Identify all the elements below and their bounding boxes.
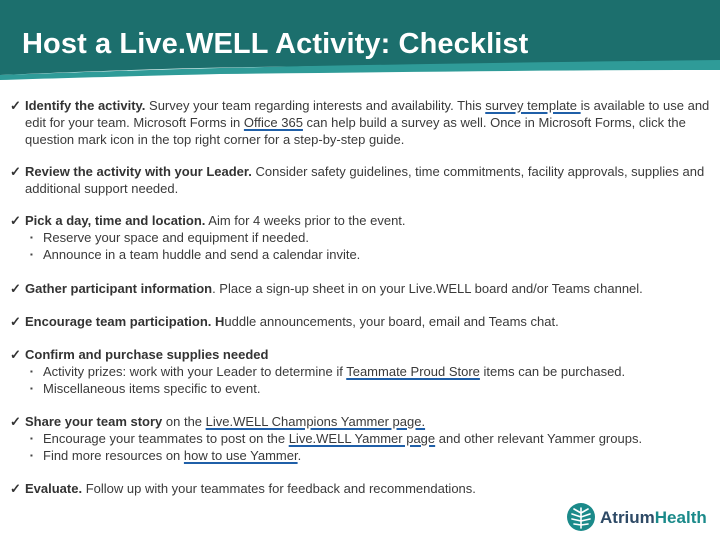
checkmark-icon: ✓	[10, 414, 21, 429]
item-heading: Review the activity with your Leader.	[25, 164, 252, 179]
item-heading: Gather participant information	[25, 281, 213, 296]
checklist-item	[10, 413, 715, 430]
teammate-proud-store-link[interactable]: Teammate Proud Store	[346, 364, 480, 379]
page-title: Host a Live.WELL Activity: Checklist	[22, 28, 529, 60]
checklist-item	[10, 212, 715, 229]
checkmark-icon: ✓	[10, 98, 21, 113]
checklist-item	[10, 346, 715, 363]
item-heading: Share your team story	[25, 414, 163, 429]
checklist	[10, 97, 715, 497]
logo-name-part: Atrium	[600, 508, 655, 527]
checkmark-icon: ✓	[10, 281, 21, 296]
item-heading: Evaluate.	[25, 481, 83, 496]
sub-list	[10, 363, 715, 397]
checklist-item	[10, 97, 715, 148]
checkmark-icon: ✓	[10, 481, 21, 496]
atrium-health-logo	[566, 501, 711, 533]
checkmark-icon: ✓	[10, 164, 21, 179]
office-365-link[interactable]: Office 365	[243, 115, 303, 130]
checkmark-icon: ✓	[10, 347, 21, 362]
sub-list-item: ▪ Announce in a team huddle and send a calendar invite.	[30, 246, 715, 263]
sub-item-text: Find more resources on	[43, 448, 184, 463]
logo-text	[600, 508, 707, 528]
item-text: . Place a sign-up sheet in on your Live.WELL board and/or Teams channel.	[212, 281, 643, 296]
sub-item-text: and other relevant Yammer groups.	[435, 431, 643, 446]
item-heading: Confirm and purchase supplies needed	[25, 347, 269, 362]
item-text: is available to use and edit for your team. Microsoft Forms in	[25, 98, 710, 130]
survey-template-link[interactable]: survey template	[485, 98, 581, 113]
sub-list-item: ▪ Miscellaneous items specific to event.	[30, 380, 715, 397]
item-text: Follow up with your teammates for feedback and recommendations.	[82, 481, 476, 496]
checklist-item	[10, 280, 715, 297]
tree-icon	[566, 502, 596, 532]
checklist-item	[10, 313, 715, 330]
sub-item-text: Encourage your teammates to post on the	[43, 431, 289, 446]
checklist-item	[10, 163, 715, 197]
item-heading: Identify the activity.	[25, 98, 146, 113]
item-text: Survey your team regarding interests and availability. This	[145, 98, 486, 113]
sub-list-item	[30, 363, 715, 380]
checkmark-icon: ✓	[10, 213, 21, 228]
sub-item-text: .	[297, 448, 302, 463]
item-text: Consider safety guidelines, time commitments, facility approvals, supplies and additional support needed.	[25, 164, 705, 196]
header-banner	[0, 0, 720, 82]
sub-item-text: items can be purchased.	[479, 364, 626, 379]
sub-list	[10, 229, 715, 263]
item-heading: Encourage team participation. H	[25, 314, 225, 329]
sub-item-text: Activity prizes: work with your Leader to determine if	[43, 364, 347, 379]
item-text: uddle announcements, your board, email and Teams chat.	[224, 314, 559, 329]
champions-yammer-link[interactable]: Live.WELL Champions Yammer page.	[205, 414, 426, 429]
logo-name-part: Health	[654, 508, 707, 527]
item-text: Aim for 4 weeks prior to the event.	[205, 213, 406, 228]
checklist-item	[10, 480, 715, 497]
how-to-use-yammer-link[interactable]: how to use Yammer	[183, 448, 298, 463]
item-text: can help build a survey as well. Once in Microsoft Forms, click the question mark icon in the top right corner for a step-by-step guide.	[25, 115, 686, 147]
sub-list	[10, 430, 715, 464]
sub-list-item: ▪ Reserve your space and equipment if needed.	[30, 229, 715, 246]
livewell-yammer-link[interactable]: Live.WELL Yammer page	[288, 431, 436, 446]
sub-list-item	[30, 447, 715, 464]
checkmark-icon: ✓	[10, 314, 21, 329]
item-text: on the	[162, 414, 206, 429]
item-heading: Pick a day, time and location.	[25, 213, 206, 228]
sub-list-item	[30, 430, 715, 447]
